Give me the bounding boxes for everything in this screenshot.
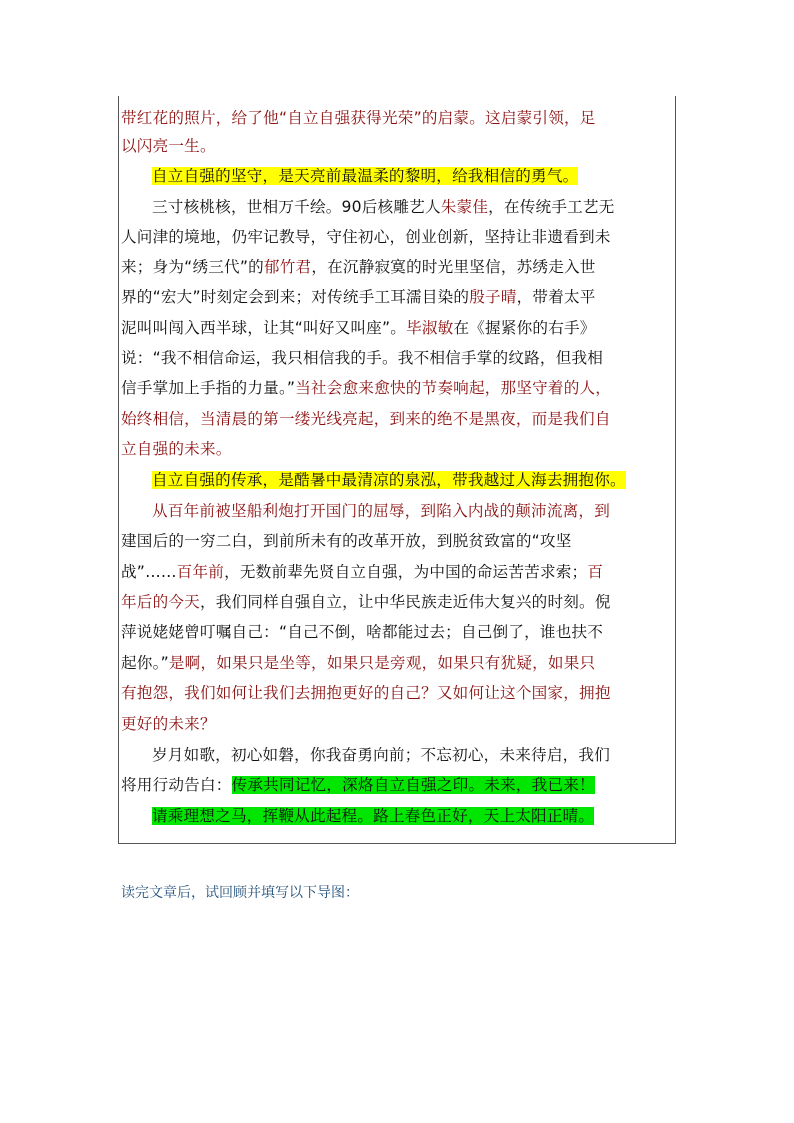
name-span: 殷子晴	[469, 288, 517, 306]
text-span: ，我们同样自强自立，让中华民族走近伟大复兴的时刻。倪	[199, 593, 611, 611]
paragraph-3-line-1: 从百年前被坚船利炮打开国门的屈辱，到陷入内战的颠沛流离，到	[152, 502, 611, 520]
paragraph-3-line-7: 有抱怨，我们如何让我们去拥抱更好的自己？又如何让这个国家，拥抱	[121, 684, 611, 702]
paragraph-2-line-7	[121, 378, 611, 398]
paragraph-2-line-4	[121, 287, 596, 307]
emphasis-span: 当社会愈来愈快的节奏响起，那坚守着的人，	[295, 379, 612, 397]
name-span: 郁竹君	[263, 258, 312, 276]
paragraph-3-line-3	[121, 562, 603, 582]
text-span: 战”……	[121, 563, 177, 581]
heading-2	[152, 470, 626, 490]
paragraph-3-line-5: 萍说姥姥曾叮嘱自己：“自己不倒，啥都能过去；自己倒了，谁也扶不	[121, 623, 604, 641]
paragraph-2-line-9: 立自强的未来。	[121, 440, 232, 458]
text-span: ，在沉静寂寞的时光里坚信，苏绣走入世	[311, 258, 596, 276]
article-box	[118, 96, 676, 844]
paragraph-3-line-8: 更好的未来？	[121, 715, 216, 733]
text-span: 界的“宏大”时刻定会到来；对传统手工耳濡目染的	[121, 288, 470, 306]
text-span: 三寸核桃核，世相万千绘。90后核雕艺人	[152, 198, 441, 216]
text-span: ，无数前辈先贤自立自强，为中国的命运苦苦求索；	[224, 563, 588, 581]
text-span: 泥叫叫闯入西半球，让其“叫好又叫座”。	[121, 319, 407, 337]
text-span: 信手掌加上手指的力量。”	[121, 379, 296, 397]
text-span: ，带着太平	[516, 288, 596, 306]
paragraph-1-line-1: 带红花的照片，给了他“自立自强获得光荣”的启蒙。这启蒙引领，足	[121, 109, 596, 127]
paragraph-2-line-3	[121, 257, 596, 277]
emphasis-span: 是啊，如果只是坐等，如果只是旁观，如果只有犹疑，如果只	[168, 654, 596, 672]
emphasis-span: 百年前	[176, 563, 225, 581]
text-span: ，在传统手工艺无	[488, 198, 615, 216]
emphasis-span: 年后的今天	[121, 593, 200, 611]
heading-1	[152, 166, 578, 186]
text-span: 起你。”	[121, 654, 169, 672]
paragraph-2-line-8: 始终相信，当清晨的第一缕光线亮起，到来的绝不是黑夜，而是我们自	[121, 410, 611, 428]
paragraph-3-line-2: 建国后的一穷二白，到前所未有的改革开放，到脱贫致富的“攻坚	[121, 532, 572, 550]
paragraph-1-line-2: 以闪亮一生。	[121, 137, 216, 155]
paragraph-2-line-6: 说：“我不相信命运，我只相信我的手。我不相信手掌的纹路，但我相	[121, 349, 604, 367]
paragraph-3-line-6	[121, 653, 595, 673]
paragraph-2-line-5	[121, 318, 596, 338]
paragraph-4-line-1: 岁月如歌，初心如磐，你我奋勇向前；不忘初心，未来待启，我们	[152, 746, 611, 764]
paragraph-2-line-1	[152, 197, 615, 217]
name-span: 毕淑敏	[406, 319, 454, 337]
name-span: 朱蒙佳	[440, 198, 489, 216]
green-highlight: 请乘理想之马，挥鞭从此起程。路上春色正好，天上太阳正晴。	[152, 807, 595, 825]
heading-2-highlight: 自立自强的传承，是酷暑中最清凉的泉泓，带我越过人海去拥抱你。	[152, 471, 626, 489]
text-span: 来；身为“绣三代”的	[121, 258, 264, 276]
paragraph-3-line-4	[121, 592, 611, 612]
paragraph-4-line-3	[152, 806, 594, 826]
green-highlight: 传承共同记忆，深烙自立自强之印。未来，我已来！	[231, 776, 595, 794]
text-span: 在《握紧你的右手》	[453, 319, 596, 337]
instruction-text: 读完文章后，试回顾并填写以下导图：	[121, 885, 359, 901]
heading-1-highlight: 自立自强的坚守，是天亮前最温柔的黎明，给我相信的勇气。	[152, 167, 579, 185]
paragraph-4-line-2	[121, 775, 595, 795]
text-span: 将用行动告白：	[121, 776, 232, 794]
emphasis-span: 百	[587, 563, 604, 581]
paragraph-2-line-2: 人问津的境地，仍牢记教导，守住初心，创业创新，坚持让非遗看到未	[121, 228, 611, 246]
